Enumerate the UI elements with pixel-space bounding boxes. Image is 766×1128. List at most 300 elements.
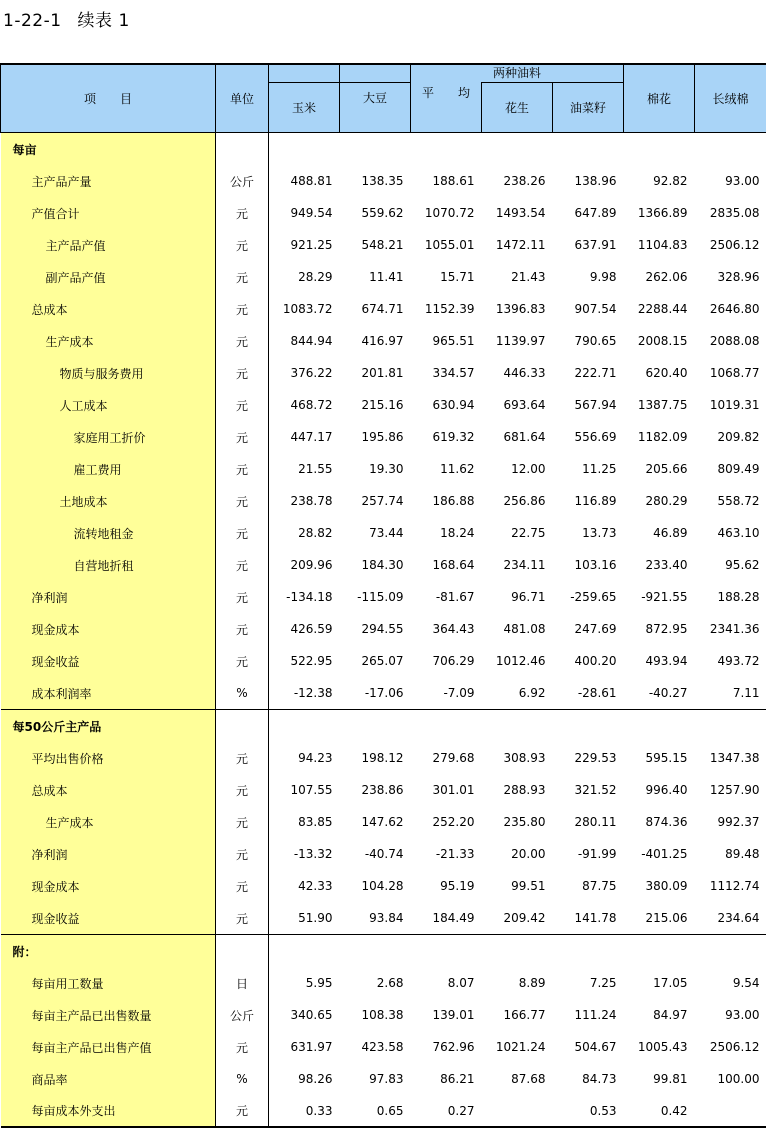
row-value: -28.61 bbox=[553, 677, 624, 710]
row-value: 22.75 bbox=[482, 517, 553, 549]
row-value: 681.64 bbox=[482, 421, 553, 453]
row-value: 262.06 bbox=[624, 261, 695, 293]
row-value: 42.33 bbox=[269, 870, 340, 902]
row-value: 1472.11 bbox=[482, 229, 553, 261]
row-value: 630.94 bbox=[411, 389, 482, 421]
page-title bbox=[3, 6, 130, 31]
row-value: 92.82 bbox=[624, 165, 695, 197]
row-value: 139.01 bbox=[411, 999, 482, 1031]
row-value: 147.62 bbox=[340, 806, 411, 838]
row-value: 5.95 bbox=[269, 967, 340, 999]
row-value: 95.19 bbox=[411, 870, 482, 902]
row-label: 每亩成本外支出 bbox=[1, 1095, 216, 1127]
row-label: 成本利润率 bbox=[1, 677, 216, 710]
row-unit: 日 bbox=[216, 967, 269, 999]
row-unit: 元 bbox=[216, 197, 269, 229]
row-value: 84.97 bbox=[624, 999, 695, 1031]
row-value bbox=[269, 133, 340, 166]
row-value: 595.15 bbox=[624, 742, 695, 774]
row-value: 706.29 bbox=[411, 645, 482, 677]
row-value: 558.72 bbox=[695, 485, 766, 517]
table-row bbox=[1, 806, 766, 838]
row-value: 99.81 bbox=[624, 1063, 695, 1095]
row-value: 0.65 bbox=[340, 1095, 411, 1127]
row-unit: 元 bbox=[216, 1031, 269, 1063]
row-value: 1366.89 bbox=[624, 197, 695, 229]
table-row bbox=[1, 870, 766, 902]
row-value: 11.41 bbox=[340, 261, 411, 293]
row-value: 548.21 bbox=[340, 229, 411, 261]
row-unit: 公斤 bbox=[216, 999, 269, 1031]
table-row bbox=[1, 774, 766, 806]
row-unit: 元 bbox=[216, 806, 269, 838]
row-value: 1182.09 bbox=[624, 421, 695, 453]
row-value bbox=[695, 133, 766, 166]
row-value: 21.43 bbox=[482, 261, 553, 293]
header-longcotton: 长绒棉 bbox=[695, 64, 766, 133]
row-unit: 元 bbox=[216, 325, 269, 357]
header-soy: 大豆 bbox=[340, 83, 411, 133]
table-row bbox=[1, 1031, 766, 1063]
row-value: 111.24 bbox=[553, 999, 624, 1031]
row-value: 280.29 bbox=[624, 485, 695, 517]
row-value: 1139.97 bbox=[482, 325, 553, 357]
row-value: 238.26 bbox=[482, 165, 553, 197]
row-value: 556.69 bbox=[553, 421, 624, 453]
row-value: 215.06 bbox=[624, 902, 695, 935]
row-value: -40.74 bbox=[340, 838, 411, 870]
row-unit bbox=[216, 710, 269, 743]
row-value: 96.71 bbox=[482, 581, 553, 613]
row-value: 481.08 bbox=[482, 613, 553, 645]
table-row bbox=[1, 293, 766, 325]
row-value: 99.51 bbox=[482, 870, 553, 902]
row-value: 844.94 bbox=[269, 325, 340, 357]
row-value: 2506.12 bbox=[695, 1031, 766, 1063]
row-value: 2088.08 bbox=[695, 325, 766, 357]
row-value: -921.55 bbox=[624, 581, 695, 613]
row-value: 2.68 bbox=[340, 967, 411, 999]
row-value: 18.24 bbox=[411, 517, 482, 549]
row-value: 20.00 bbox=[482, 838, 553, 870]
row-label: 每50公斤主产品 bbox=[1, 710, 216, 743]
row-unit bbox=[216, 935, 269, 968]
row-unit: 元 bbox=[216, 229, 269, 261]
row-value bbox=[340, 935, 411, 968]
row-value: 234.11 bbox=[482, 549, 553, 581]
row-label: 总成本 bbox=[1, 774, 216, 806]
row-unit: 元 bbox=[216, 293, 269, 325]
row-label: 净利润 bbox=[1, 581, 216, 613]
row-value: 631.97 bbox=[269, 1031, 340, 1063]
row-label: 流转地租金 bbox=[1, 517, 216, 549]
row-value: 364.43 bbox=[411, 613, 482, 645]
row-unit: 元 bbox=[216, 838, 269, 870]
row-value: 9.54 bbox=[695, 967, 766, 999]
header-oil-avg: 平 均 bbox=[411, 83, 482, 133]
row-value: 0.33 bbox=[269, 1095, 340, 1127]
row-value: 8.89 bbox=[482, 967, 553, 999]
row-value: 15.71 bbox=[411, 261, 482, 293]
table-row bbox=[1, 357, 766, 389]
table-row bbox=[1, 935, 766, 968]
row-unit: 元 bbox=[216, 613, 269, 645]
table-row bbox=[1, 421, 766, 453]
row-value: 73.44 bbox=[340, 517, 411, 549]
row-value: 762.96 bbox=[411, 1031, 482, 1063]
row-value: 97.83 bbox=[340, 1063, 411, 1095]
row-value: 215.16 bbox=[340, 389, 411, 421]
row-value: 468.72 bbox=[269, 389, 340, 421]
row-value: 280.11 bbox=[553, 806, 624, 838]
row-value: 83.85 bbox=[269, 806, 340, 838]
row-label: 生产成本 bbox=[1, 806, 216, 838]
row-value: 493.94 bbox=[624, 645, 695, 677]
table-row bbox=[1, 967, 766, 999]
row-value: 265.07 bbox=[340, 645, 411, 677]
header-item: 项 目 bbox=[1, 64, 216, 133]
row-value: 488.81 bbox=[269, 165, 340, 197]
row-value: 0.42 bbox=[624, 1095, 695, 1127]
header-rapeseed: 油菜籽 bbox=[553, 83, 624, 133]
row-value: 907.54 bbox=[553, 293, 624, 325]
row-value bbox=[269, 935, 340, 968]
row-value: 98.26 bbox=[269, 1063, 340, 1095]
row-value: 0.53 bbox=[553, 1095, 624, 1127]
row-value bbox=[553, 710, 624, 743]
row-value: 12.00 bbox=[482, 453, 553, 485]
row-value: 334.57 bbox=[411, 357, 482, 389]
row-value: 87.75 bbox=[553, 870, 624, 902]
row-value: 107.55 bbox=[269, 774, 340, 806]
row-value: 184.49 bbox=[411, 902, 482, 935]
row-unit: 元 bbox=[216, 421, 269, 453]
header-cotton: 棉花 bbox=[624, 64, 695, 133]
row-value: 209.96 bbox=[269, 549, 340, 581]
row-value: 416.97 bbox=[340, 325, 411, 357]
row-value: 559.62 bbox=[340, 197, 411, 229]
table-row bbox=[1, 613, 766, 645]
row-label: 自营地折租 bbox=[1, 549, 216, 581]
row-value: 321.52 bbox=[553, 774, 624, 806]
table-row bbox=[1, 485, 766, 517]
row-value: 288.93 bbox=[482, 774, 553, 806]
row-value: 247.69 bbox=[553, 613, 624, 645]
row-label: 每亩主产品已出售产值 bbox=[1, 1031, 216, 1063]
row-label: 每亩主产品已出售数量 bbox=[1, 999, 216, 1031]
row-value: 1347.38 bbox=[695, 742, 766, 774]
row-unit: % bbox=[216, 677, 269, 710]
row-label: 现金成本 bbox=[1, 613, 216, 645]
table-code: 1-22-1 bbox=[3, 11, 62, 31]
row-label: 副产品产值 bbox=[1, 261, 216, 293]
row-value: 184.30 bbox=[340, 549, 411, 581]
row-value: 7.25 bbox=[553, 967, 624, 999]
header-peanut: 花生 bbox=[482, 83, 553, 133]
row-value: 8.07 bbox=[411, 967, 482, 999]
row-value: 11.25 bbox=[553, 453, 624, 485]
row-value bbox=[482, 710, 553, 743]
row-value: 166.77 bbox=[482, 999, 553, 1031]
row-value: 238.78 bbox=[269, 485, 340, 517]
row-value: 9.98 bbox=[553, 261, 624, 293]
row-unit: 元 bbox=[216, 645, 269, 677]
row-value: 1070.72 bbox=[411, 197, 482, 229]
row-value bbox=[553, 133, 624, 166]
row-label: 商品率 bbox=[1, 1063, 216, 1095]
row-value: 301.01 bbox=[411, 774, 482, 806]
row-unit: 元 bbox=[216, 261, 269, 293]
row-value: 168.64 bbox=[411, 549, 482, 581]
row-value: 209.42 bbox=[482, 902, 553, 935]
table-row bbox=[1, 1063, 766, 1095]
row-value: 256.86 bbox=[482, 485, 553, 517]
row-label: 主产品产值 bbox=[1, 229, 216, 261]
row-value: 340.65 bbox=[269, 999, 340, 1031]
row-value: 186.88 bbox=[411, 485, 482, 517]
row-value bbox=[340, 133, 411, 166]
row-value bbox=[269, 710, 340, 743]
row-value bbox=[695, 1095, 766, 1127]
row-value: 965.51 bbox=[411, 325, 482, 357]
row-value: 2506.12 bbox=[695, 229, 766, 261]
row-value: -134.18 bbox=[269, 581, 340, 613]
row-value: 93.00 bbox=[695, 165, 766, 197]
row-value: 447.17 bbox=[269, 421, 340, 453]
row-unit: 元 bbox=[216, 357, 269, 389]
row-value: 1019.31 bbox=[695, 389, 766, 421]
row-value: 308.93 bbox=[482, 742, 553, 774]
row-value: 93.00 bbox=[695, 999, 766, 1031]
row-value bbox=[695, 935, 766, 968]
row-unit: 元 bbox=[216, 549, 269, 581]
row-label: 主产品产量 bbox=[1, 165, 216, 197]
table-row bbox=[1, 517, 766, 549]
row-value: 921.25 bbox=[269, 229, 340, 261]
row-label: 现金成本 bbox=[1, 870, 216, 902]
table-label: 续表 1 bbox=[78, 11, 130, 31]
row-value bbox=[624, 133, 695, 166]
row-value bbox=[482, 935, 553, 968]
row-value: 108.38 bbox=[340, 999, 411, 1031]
row-value: 188.28 bbox=[695, 581, 766, 613]
row-value: 100.00 bbox=[695, 1063, 766, 1095]
row-label: 生产成本 bbox=[1, 325, 216, 357]
row-value bbox=[482, 1095, 553, 1127]
table-row bbox=[1, 549, 766, 581]
row-value: 235.80 bbox=[482, 806, 553, 838]
row-value: 1387.75 bbox=[624, 389, 695, 421]
row-value: 400.20 bbox=[553, 645, 624, 677]
row-value: 567.94 bbox=[553, 389, 624, 421]
row-value: 95.62 bbox=[695, 549, 766, 581]
row-value: 28.82 bbox=[269, 517, 340, 549]
row-value: 1055.01 bbox=[411, 229, 482, 261]
row-unit: 元 bbox=[216, 453, 269, 485]
row-value: 949.54 bbox=[269, 197, 340, 229]
row-unit: 元 bbox=[216, 517, 269, 549]
row-label: 净利润 bbox=[1, 838, 216, 870]
table-row bbox=[1, 261, 766, 293]
row-value bbox=[411, 710, 482, 743]
row-value: 1104.83 bbox=[624, 229, 695, 261]
row-value: 46.89 bbox=[624, 517, 695, 549]
row-value: 1396.83 bbox=[482, 293, 553, 325]
table-row bbox=[1, 453, 766, 485]
row-value: -21.33 bbox=[411, 838, 482, 870]
row-value: 504.67 bbox=[553, 1031, 624, 1063]
row-value: 17.05 bbox=[624, 967, 695, 999]
row-value: 446.33 bbox=[482, 357, 553, 389]
row-value: -81.67 bbox=[411, 581, 482, 613]
row-value: 493.72 bbox=[695, 645, 766, 677]
header-soy-top bbox=[340, 64, 411, 83]
row-value: 1257.90 bbox=[695, 774, 766, 806]
row-value: -259.65 bbox=[553, 581, 624, 613]
row-value: -91.99 bbox=[553, 838, 624, 870]
row-value: 222.71 bbox=[553, 357, 624, 389]
row-value: -115.09 bbox=[340, 581, 411, 613]
row-value: -13.32 bbox=[269, 838, 340, 870]
header-oil-group: 两种油料 bbox=[411, 64, 624, 83]
row-value: 6.92 bbox=[482, 677, 553, 710]
table-row bbox=[1, 165, 766, 197]
row-value: -40.27 bbox=[624, 677, 695, 710]
row-value: 0.27 bbox=[411, 1095, 482, 1127]
row-value bbox=[624, 935, 695, 968]
row-label: 物质与服务费用 bbox=[1, 357, 216, 389]
row-label: 雇工费用 bbox=[1, 453, 216, 485]
row-label: 附： bbox=[1, 935, 216, 968]
row-label: 产值合计 bbox=[1, 197, 216, 229]
row-value bbox=[624, 710, 695, 743]
row-value: 2646.80 bbox=[695, 293, 766, 325]
row-value: 11.62 bbox=[411, 453, 482, 485]
table-row bbox=[1, 1095, 766, 1127]
row-value: 1068.77 bbox=[695, 357, 766, 389]
row-value: 195.86 bbox=[340, 421, 411, 453]
row-value: 674.71 bbox=[340, 293, 411, 325]
row-unit: 元 bbox=[216, 742, 269, 774]
table-row bbox=[1, 645, 766, 677]
row-value: 1021.24 bbox=[482, 1031, 553, 1063]
row-value: 992.37 bbox=[695, 806, 766, 838]
table-row bbox=[1, 742, 766, 774]
row-value: 463.10 bbox=[695, 517, 766, 549]
row-value bbox=[553, 935, 624, 968]
row-value: 423.58 bbox=[340, 1031, 411, 1063]
row-value: 2288.44 bbox=[624, 293, 695, 325]
row-value bbox=[482, 133, 553, 166]
row-value: 380.09 bbox=[624, 870, 695, 902]
row-value: 522.95 bbox=[269, 645, 340, 677]
row-value: 188.61 bbox=[411, 165, 482, 197]
row-value: 809.49 bbox=[695, 453, 766, 485]
header-corn: 玉米 bbox=[269, 83, 340, 133]
row-value: 201.81 bbox=[340, 357, 411, 389]
row-value: 294.55 bbox=[340, 613, 411, 645]
row-label: 家庭用工折价 bbox=[1, 421, 216, 453]
row-unit: 元 bbox=[216, 581, 269, 613]
row-value: 872.95 bbox=[624, 613, 695, 645]
row-value: 996.40 bbox=[624, 774, 695, 806]
row-value bbox=[695, 710, 766, 743]
row-value: 116.89 bbox=[553, 485, 624, 517]
row-value: 1012.46 bbox=[482, 645, 553, 677]
row-label: 每亩 bbox=[1, 133, 216, 166]
row-value: 138.35 bbox=[340, 165, 411, 197]
row-unit: 元 bbox=[216, 485, 269, 517]
row-label: 总成本 bbox=[1, 293, 216, 325]
table-row bbox=[1, 229, 766, 261]
row-value: 103.16 bbox=[553, 549, 624, 581]
row-unit bbox=[216, 133, 269, 166]
row-value: 238.86 bbox=[340, 774, 411, 806]
table-row bbox=[1, 710, 766, 743]
row-value: 28.29 bbox=[269, 261, 340, 293]
table-row bbox=[1, 999, 766, 1031]
row-value: 138.96 bbox=[553, 165, 624, 197]
row-value: 2341.36 bbox=[695, 613, 766, 645]
row-value: 21.55 bbox=[269, 453, 340, 485]
row-unit: 元 bbox=[216, 389, 269, 421]
row-value: 13.73 bbox=[553, 517, 624, 549]
row-value: 205.66 bbox=[624, 453, 695, 485]
row-value: 1005.43 bbox=[624, 1031, 695, 1063]
row-unit: 公斤 bbox=[216, 165, 269, 197]
row-value: 84.73 bbox=[553, 1063, 624, 1095]
row-value: 198.12 bbox=[340, 742, 411, 774]
row-value: 234.64 bbox=[695, 902, 766, 935]
row-value: 2835.08 bbox=[695, 197, 766, 229]
row-value: 2008.15 bbox=[624, 325, 695, 357]
table-row bbox=[1, 325, 766, 357]
row-value: 229.53 bbox=[553, 742, 624, 774]
row-value: 619.32 bbox=[411, 421, 482, 453]
row-value: 89.48 bbox=[695, 838, 766, 870]
row-unit: 元 bbox=[216, 870, 269, 902]
row-label: 现金收益 bbox=[1, 645, 216, 677]
table-row bbox=[1, 677, 766, 710]
row-value: 209.82 bbox=[695, 421, 766, 453]
row-value: 252.20 bbox=[411, 806, 482, 838]
table-row bbox=[1, 902, 766, 935]
row-value: -7.09 bbox=[411, 677, 482, 710]
row-value: 1152.39 bbox=[411, 293, 482, 325]
row-value: 87.68 bbox=[482, 1063, 553, 1095]
row-value bbox=[411, 133, 482, 166]
row-value: 637.91 bbox=[553, 229, 624, 261]
row-value: 93.84 bbox=[340, 902, 411, 935]
row-value: 1493.54 bbox=[482, 197, 553, 229]
row-value: 376.22 bbox=[269, 357, 340, 389]
row-value: 257.74 bbox=[340, 485, 411, 517]
row-value: 279.68 bbox=[411, 742, 482, 774]
row-unit: 元 bbox=[216, 1095, 269, 1127]
row-value: 233.40 bbox=[624, 549, 695, 581]
row-label: 现金收益 bbox=[1, 902, 216, 935]
row-value: 693.64 bbox=[482, 389, 553, 421]
row-label: 平均出售价格 bbox=[1, 742, 216, 774]
row-label: 土地成本 bbox=[1, 485, 216, 517]
row-label: 每亩用工数量 bbox=[1, 967, 216, 999]
row-value: 104.28 bbox=[340, 870, 411, 902]
row-value: 94.23 bbox=[269, 742, 340, 774]
row-value bbox=[340, 710, 411, 743]
table-row bbox=[1, 197, 766, 229]
table-row bbox=[1, 838, 766, 870]
row-value: 874.36 bbox=[624, 806, 695, 838]
